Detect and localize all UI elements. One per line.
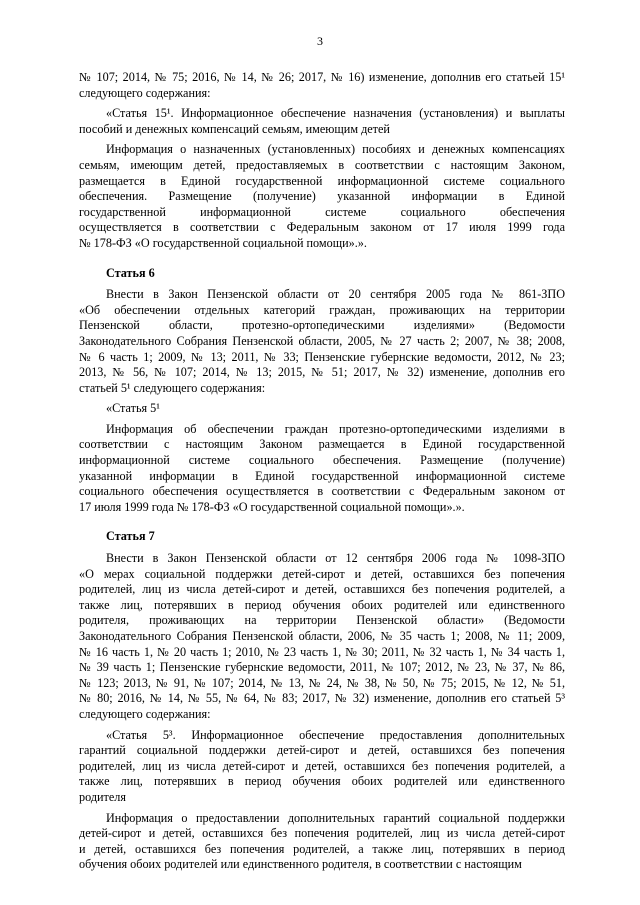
page-number: 3 <box>317 34 323 48</box>
paragraph <box>79 728 565 806</box>
text-line: № 123; 2013, № 91, № 107; 2014, № 13, № 24, № 38, № 50, № 75; 2015, № 12, № 51, <box>79 675 565 690</box>
text-line: № 80; 2016, № 14, № 55, № 64, № 83; 2017, № 32) изменение, дополнив его статьей 5³ <box>79 691 565 706</box>
text-line: Информация о предоставлении дополнительных гарантий социальной поддержки <box>106 810 565 825</box>
text-line: Информация о назначенных (установленных) пособиях и денежных компенсациях <box>106 142 565 157</box>
text-line: Внести в Закон Пензенской области от 20 сентября 2005 года № 861-ЗПО <box>106 287 565 302</box>
text-line: № 6 часть 1; 2009, № 13; 2011, № 33; Пензенские губернские ведомости, 2012, № 23; <box>79 349 565 364</box>
paragraph <box>79 106 565 137</box>
paragraph <box>79 287 565 396</box>
text-line: соответствии с настоящим Законом размещается в Единой государственной <box>79 437 565 452</box>
text-line: информационной системе социального обеспечения. Размещение (получение) <box>79 453 565 468</box>
text-line: следующего содержания: <box>79 85 211 100</box>
text-line: «Статья 15¹. Информационное обеспечение назначения (установления) и выплаты <box>106 106 565 121</box>
text-line: № 178-ФЗ «О государственной социальной помощи».». <box>79 235 367 250</box>
text-line: детей-сирот и детей, оставшихся без попечения родителей, лиц из числа детей-сирот <box>79 826 565 841</box>
paragraph <box>79 70 565 101</box>
paragraph <box>79 811 565 873</box>
text-line: «О мерах социальной поддержки детей-сирот и детей, оставшихся без попечения <box>79 566 565 581</box>
text-line: обеспечения. Размещение (получение) указанной информации в Единой <box>79 189 565 204</box>
text-line: родителей, лиц из числа детей-сирот и детей, оставшихся без попечения родителей, а <box>79 758 565 773</box>
text-line: родителей, лиц из числа детей-сирот и детей, оставшихся без попечения родителей, а <box>79 582 565 597</box>
text-line: № 107; 2014, № 75; 2016, № 14, № 26; 2017, № 16) изменение, дополнив его статьей 15¹ <box>79 70 565 84</box>
document-body <box>79 70 565 873</box>
text-line: родителя <box>79 789 126 804</box>
text-line: размещается в Единой государственной информационной системе социального <box>79 173 565 188</box>
text-line: № 16 часть 1, № 20 часть 1; 2010, № 23 часть 1, № 30; 2011, № 32 часть 1, № 34 часть 1, <box>79 644 565 659</box>
paragraph <box>79 142 565 251</box>
text-line: статьей 5¹ следующего содержания: <box>79 380 266 395</box>
text-line: государственной информационной системе социального обеспечения <box>79 204 565 219</box>
text-line: гарантий социальной поддержки детей-сирот и детей, оставшихся без попечения <box>79 743 565 758</box>
text-line: обучения обоих родителей или единственного родителя, в соответствии с настоящим <box>79 857 522 872</box>
text-line: Внести в Закон Пензенской области от 12 сентября 2006 года № 1098-ЗПО <box>106 551 565 566</box>
text-line: «Статья 5³. Информационное обеспечение предоставления дополнительных <box>106 727 565 742</box>
text-line: родителя, проживающих на территории Пензенской области» (Ведомости <box>79 613 565 628</box>
text-line: Законодательного Собрания Пензенской области, 2006, № 35 часть 1; 2008, № 11; 2009, <box>79 629 565 643</box>
text-line: Пензенской области, протезно-ортопедическими изделиями» (Ведомости <box>79 318 565 333</box>
text-line: 2013, № 56, № 107; 2014, № 13; 2015, № 51; 2017, № 32) изменение, дополнив его <box>79 365 565 380</box>
text-line: Информация об обеспечении граждан протезно-ортопедическими изделиями в <box>106 421 565 436</box>
text-line: социального обеспечения осуществляется в соответствии с Федеральным законом от <box>79 484 565 499</box>
text-line: пособий и денежных компенсаций семьям, имеющим детей <box>79 121 390 136</box>
text-line: осуществляется в соответствии с Федеральным законом от 17 июля 1999 года <box>79 220 565 235</box>
article-heading: Статья 6 <box>106 265 155 280</box>
text-line: указанной информации в Единой государственной информационной системе <box>79 468 565 483</box>
text-line: 17 июля 1999 года № 178-ФЗ «О государственной социальной помощи».». <box>79 499 465 514</box>
paragraph <box>79 551 565 723</box>
text-line: № 39 часть 1; Пензенские губернские ведомости, 2011, № 107; 2012, № 23, № 37, № 86, <box>79 660 565 675</box>
text-line: следующего содержания: <box>79 706 211 721</box>
paragraph <box>79 401 565 417</box>
text-line: семьям, имеющим детей, предоставляемых в соответствии с настоящим Законом, <box>79 157 565 172</box>
text-line: и детей, оставшихся без попечения родителей, а также лиц, потерявших в период <box>79 841 565 856</box>
text-line: также лиц, потерявших в период обучения обоих родителей или единственного <box>79 774 565 789</box>
text-line: также лиц, потерявших в период обучения обоих родителей или единственного <box>79 597 565 612</box>
text-line: «Об обеспечении отдельных категорий граждан, проживающих на территории <box>79 302 565 317</box>
text-line: «Статья 5¹ <box>106 401 160 416</box>
paragraph <box>79 422 565 516</box>
text-line: Законодательного Собрания Пензенской области, 2005, № 27 часть 2; 2007, № 38; 2008, <box>79 333 565 348</box>
article-heading: Статья 7 <box>106 529 155 544</box>
